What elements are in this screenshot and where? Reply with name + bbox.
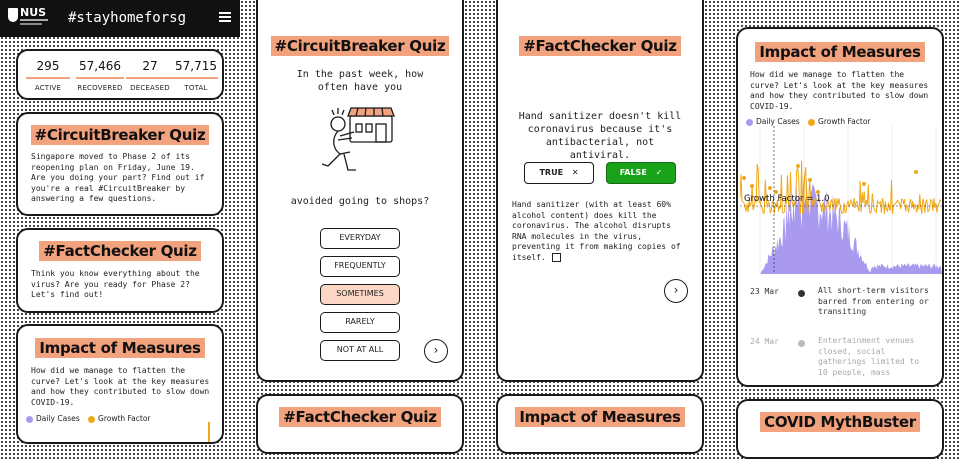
- fact-checker-quiz: [496, 0, 704, 382]
- next-arrow-icon[interactable]: ›: [424, 339, 448, 363]
- growth-factor-point: [808, 178, 812, 182]
- fact-checker-card[interactable]: [16, 228, 224, 313]
- true-button[interactable]: [524, 162, 594, 184]
- next-arrow-icon[interactable]: ›: [664, 279, 688, 303]
- option-rarely[interactable]: RARELY: [320, 312, 400, 333]
- chart-legend: [26, 414, 222, 423]
- option-frequently[interactable]: FREQUENTLY: [320, 256, 400, 277]
- panel-text: How did we manage to flatten the curve? Let's look at the key measures and how they contributed to slow down COVID-19.: [750, 70, 929, 111]
- impact-measures-card-bottom[interactable]: [496, 394, 704, 454]
- legend-growth-factor: Growth Factor: [98, 414, 151, 423]
- timeline-date: 24 Mar: [750, 337, 779, 346]
- impact-measures-panel: [736, 27, 944, 387]
- stat-total: [174, 59, 218, 92]
- external-link-icon[interactable]: [552, 253, 561, 262]
- quiz-question-bottom: avoided going to shops?: [290, 196, 430, 207]
- mythbuster-card[interactable]: [736, 399, 944, 459]
- circuit-breaker-quiz: [256, 0, 464, 382]
- stat-label: TOTAL: [184, 84, 208, 92]
- growth-factor-dot-icon: [88, 416, 95, 423]
- nus-logo[interactable]: [8, 6, 48, 30]
- legend-daily-cases: Daily Cases: [756, 117, 800, 126]
- stat-value: 295: [26, 59, 70, 79]
- quiz-title: #FactChecker Quiz: [519, 36, 680, 56]
- stat-label: ACTIVE: [34, 84, 62, 92]
- quiz-statement: Hand sanitizer doesn't kill coronavirus because it's antibacterial, not antiviral.: [518, 111, 682, 161]
- card-title: Impact of Measures: [515, 407, 684, 427]
- card-title: #FactChecker Quiz: [39, 241, 200, 261]
- quiz-explanation: [512, 200, 686, 263]
- shopper-illustration-icon: [314, 104, 414, 184]
- false-button[interactable]: [606, 162, 676, 184]
- option-sometimes[interactable]: SOMETIMES: [320, 284, 400, 305]
- site-title[interactable]: #stayhomeforsg: [68, 10, 187, 26]
- false-label: FALSE: [619, 168, 647, 177]
- fact-checker-card-bottom[interactable]: [256, 394, 464, 454]
- card-text: Think you know everything about the virus? Are you ready for Phase 2? Let's find out!: [31, 269, 200, 299]
- growth-factor-point: [914, 170, 918, 174]
- growth-factor-point: [796, 164, 800, 168]
- timeline-dot-icon: [798, 340, 805, 347]
- growth-factor-annotation: Growth Factor = 1.0: [744, 194, 830, 204]
- stat-recovered: [76, 59, 124, 92]
- card-title: COVID MythBuster: [760, 412, 920, 432]
- stat-deceased: [126, 59, 174, 92]
- growth-factor-point: [742, 176, 746, 180]
- explanation-text: Hand sanitizer (with at least 60% alcohol content) does kill the coronavirus. The alcohol disrupts RNA molecules in the virus, preventing it from making copies of itself.: [512, 200, 681, 262]
- card-title: Impact of Measures: [35, 338, 204, 358]
- card-text: Singapore moved to Phase 2 of its reopening plan on Friday, June 19. Are you doing your part? Find out if you're a real #CircuitBreaker by answering a few questions.: [31, 152, 205, 203]
- legend-daily-cases: Daily Cases: [36, 414, 80, 423]
- quiz-question-top: In the past week, how often have you: [296, 69, 424, 93]
- stat-value: 57,715: [174, 59, 218, 79]
- growth-factor-point: [862, 182, 866, 186]
- quiz-title: #CircuitBreaker Quiz: [271, 36, 450, 56]
- growth-factor-point: [768, 186, 772, 190]
- chart-legend: [746, 117, 942, 126]
- stat-active: [26, 59, 70, 92]
- circuit-breaker-card[interactable]: [16, 112, 224, 216]
- card-title: #FactChecker Quiz: [279, 407, 440, 427]
- stat-value: 57,466: [76, 59, 124, 79]
- panel-title: Impact of Measures: [755, 42, 924, 62]
- check-icon: ✓: [655, 168, 663, 177]
- logo-text: NUS: [20, 6, 47, 19]
- stat-label: DECEASED: [130, 84, 170, 92]
- stats-card: [16, 49, 224, 100]
- stat-value: 27: [126, 59, 174, 79]
- daily-cases-dot-icon: [746, 119, 753, 126]
- card-text: How did we manage to flatten the curve? Let's look at the key measures and how they contributed to slow down COVID-19.: [31, 366, 210, 407]
- site-header: [0, 0, 240, 37]
- timeline-text: All short-term visitors barred from entering or transiting: [818, 286, 929, 316]
- nus-shield-icon: [8, 8, 18, 22]
- stat-label: RECOVERED: [77, 84, 123, 92]
- close-icon: ✕: [571, 168, 579, 177]
- true-label: TRUE: [539, 168, 564, 177]
- option-everyday[interactable]: EVERYDAY: [320, 228, 400, 249]
- timeline-date: 23 Mar: [750, 287, 779, 296]
- timeline-text: Entertainment venues closed, social gatherings limited to 10 people, mass: [818, 336, 920, 377]
- timeline-dot-icon: [798, 290, 805, 297]
- growth-factor-point: [750, 184, 754, 188]
- hamburger-menu-icon[interactable]: [219, 12, 231, 22]
- impact-measures-card[interactable]: [16, 324, 224, 444]
- daily-cases-dot-icon: [26, 416, 33, 423]
- growth-factor-dot-icon: [808, 119, 815, 126]
- card-title: #CircuitBreaker Quiz: [31, 125, 210, 145]
- option-not-at-all[interactable]: NOT AT ALL: [320, 340, 400, 361]
- legend-growth-factor: Growth Factor: [818, 117, 871, 126]
